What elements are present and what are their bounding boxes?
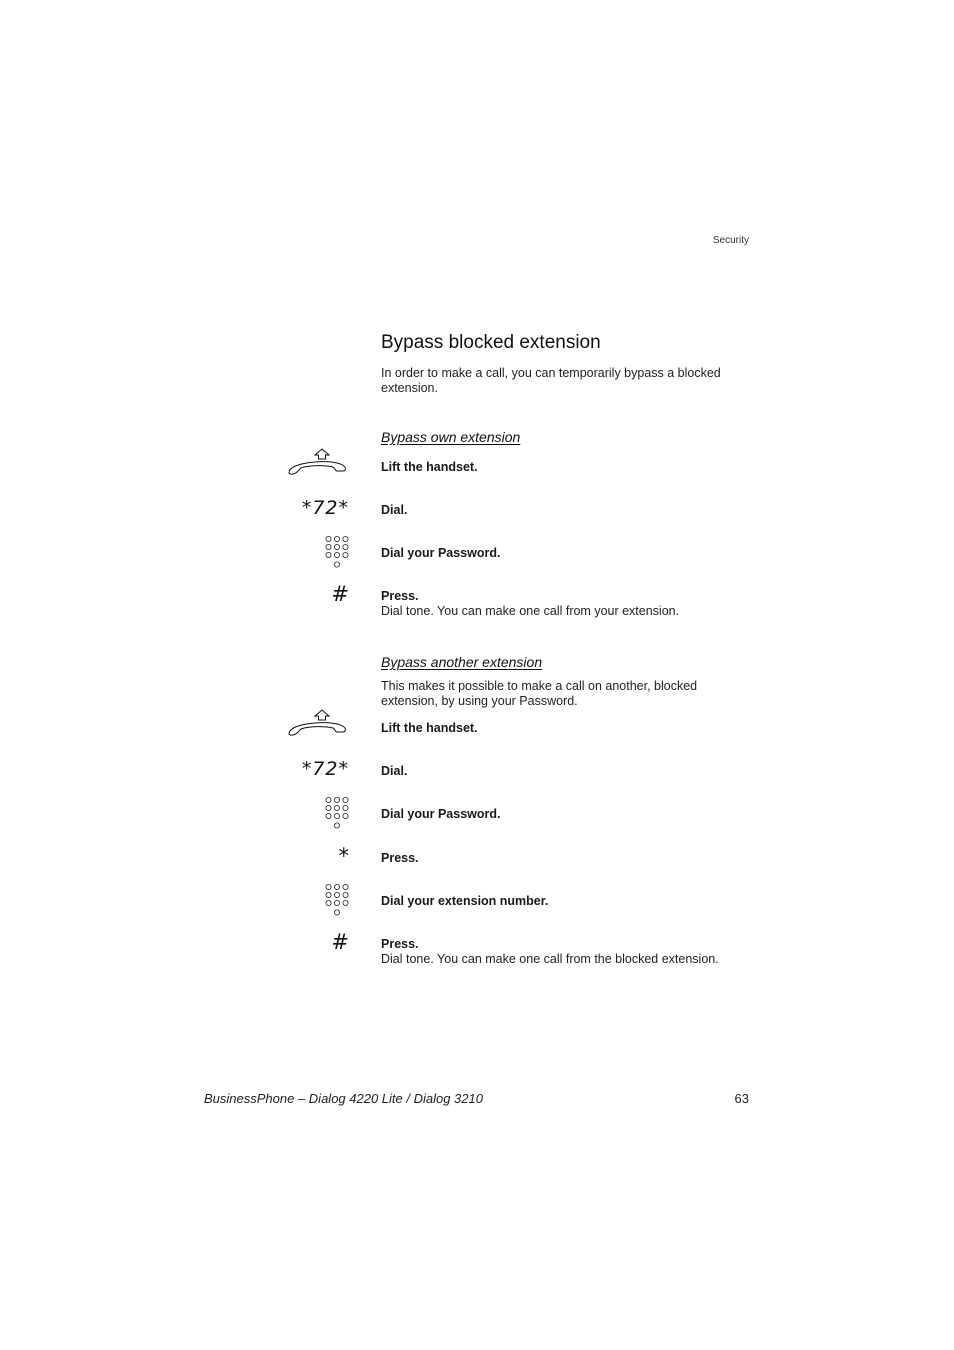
handset-lift-icon — [285, 708, 349, 738]
keypad-icon — [325, 883, 349, 917]
keypad-key — [334, 805, 339, 810]
keypad-key — [343, 884, 348, 889]
keypad-icon — [325, 796, 349, 830]
keypad-key — [326, 805, 331, 810]
keypad-key — [334, 813, 339, 818]
keypad-key — [343, 892, 348, 897]
step-dial-code-1 — [381, 503, 761, 518]
keypad-key — [334, 884, 339, 889]
step-lift-handset-2 — [381, 721, 761, 736]
step-action: Press. — [381, 589, 419, 603]
step-dial-code-2 — [381, 764, 761, 779]
keypad-key — [343, 813, 348, 818]
step-action: Lift the handset. — [381, 721, 478, 735]
handset-lift-icon — [285, 447, 349, 477]
keypad-key — [326, 544, 331, 549]
intro-text: In order to make a call, you can temporarily bypass a blocked extension. — [381, 366, 721, 395]
step-action: Press. — [381, 937, 419, 951]
keypad-key — [326, 884, 331, 889]
keypad-key — [334, 552, 339, 557]
keypad-key — [334, 900, 339, 905]
footer-product: BusinessPhone – Dialog 4220 Lite / Dialog 3210 — [204, 1091, 483, 1106]
keypad-key — [326, 900, 331, 905]
dial-code-icon: *72* — [301, 758, 349, 780]
step-dial-extension-number — [381, 894, 761, 909]
hash-key-icon: # — [331, 930, 349, 954]
step-action: Dial your Password. — [381, 807, 501, 821]
keypad-key — [343, 552, 348, 557]
star-key-icon: * — [338, 844, 349, 868]
hash-key-icon: # — [331, 582, 349, 606]
section-heading-another-extension: Bypass another extension — [381, 654, 543, 670]
keypad-key — [334, 892, 339, 897]
keypad-key — [326, 536, 331, 541]
step-press-hash-2 — [381, 937, 761, 967]
section-heading-own-extension: Bypass own extension — [381, 429, 521, 445]
step-lift-handset-1 — [381, 460, 761, 475]
keypad-key — [334, 823, 339, 828]
step-press-star — [381, 851, 761, 866]
keypad-key — [334, 797, 339, 802]
page-number: 63 — [734, 1091, 749, 1106]
keypad-key — [334, 544, 339, 549]
step-action: Dial your Password. — [381, 546, 501, 560]
step-action: Dial your extension number. — [381, 894, 549, 908]
keypad-icon — [325, 535, 349, 569]
step-press-hash-1 — [381, 589, 761, 619]
keypad-key — [343, 805, 348, 810]
keypad-key — [334, 910, 339, 915]
keypad-key — [343, 797, 348, 802]
keypad-key — [326, 813, 331, 818]
step-note: Dial tone. You can make one call from the blocked extension. — [381, 952, 719, 966]
keypad-key — [343, 544, 348, 549]
step-dial-password-1 — [381, 546, 761, 561]
step-note: Dial tone. You can make one call from your extension. — [381, 604, 680, 618]
step-dial-password-2 — [381, 807, 761, 822]
keypad-key — [326, 892, 331, 897]
step-action: Press. — [381, 851, 419, 865]
page-title: Bypass blocked extension — [381, 332, 601, 353]
dial-code-icon: *72* — [301, 497, 349, 519]
keypad-key — [343, 536, 348, 541]
section-description: This makes it possible to make a call on another, blocked extension, by using your Password. — [381, 679, 698, 708]
keypad-key — [334, 536, 339, 541]
section-label: Security — [712, 235, 749, 246]
keypad-key — [334, 562, 339, 567]
step-action: Dial. — [381, 764, 408, 778]
step-action: Dial. — [381, 503, 408, 517]
step-action: Lift the handset. — [381, 460, 478, 474]
keypad-key — [326, 797, 331, 802]
keypad-key — [343, 900, 348, 905]
keypad-key — [326, 552, 331, 557]
